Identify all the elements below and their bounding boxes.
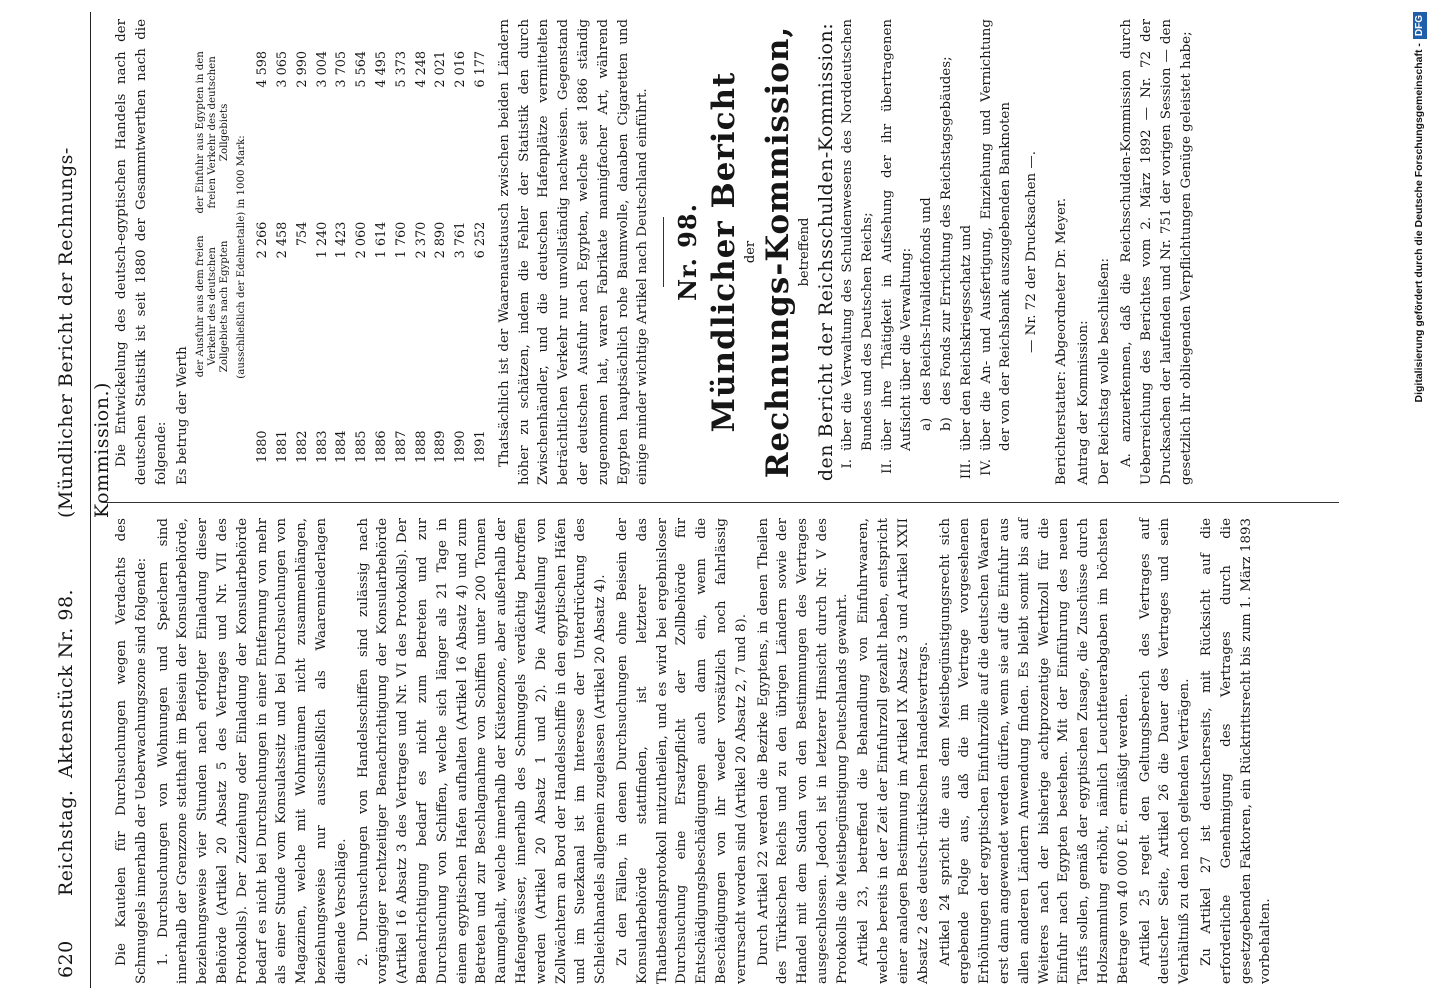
einfuhr-cell: 2 016 (453, 51, 469, 88)
item-label: III. (958, 459, 974, 480)
year-cell: 1887 (393, 430, 409, 463)
item-label: II. (879, 459, 895, 474)
einfuhr-cell: 3 004 (314, 51, 330, 88)
report-item (957, 19, 977, 485)
left-column (112, 518, 1278, 984)
header-rule (90, 12, 91, 988)
year-cell: 1889 (433, 430, 449, 463)
dfg-credit-text: Digitalisierung gefördert durch die Deutsche Forschungsgemeinschaft - (1413, 43, 1425, 403)
trade-intro: Die Entwickelung des deutsch-egyptischen Handels nach der deutschen Statistik ist seit 1880 der Gesammtwerthen nach die folgende: (114, 19, 169, 485)
report-subject: den Bericht der Reichsschulden-Kommission: (814, 22, 837, 482)
header-title: (Mündlicher Bericht der Rechnungs-Kommission.) (55, 147, 113, 518)
ausfuhr-cell: 2 060 (354, 221, 370, 259)
item-label: I. (839, 459, 855, 469)
ausfuhr-cell: 2 890 (433, 221, 449, 259)
year-cell: 1884 (334, 430, 350, 463)
einfuhr-header: der Einfuhr aus Egypten in den freien Verkehr des deutschen Zollgebiets (195, 51, 231, 214)
ausfuhr-cell: 2 266 (255, 221, 271, 259)
left-paragraph: Die Kautelen für Durchsuchungen wegen Verdachts des Schmuggels innerhalb der Ueberwachungszone sind folgende: (114, 518, 149, 984)
table-row (332, 47, 352, 467)
ausfuhr-cell: 1 614 (373, 221, 389, 259)
table-row (293, 47, 313, 467)
item-text: über den Reichskriegsschatz und (958, 224, 974, 451)
column-divider (104, 502, 1339, 503)
year-header (195, 395, 235, 467)
einfuhr-cell: 3 705 (334, 51, 350, 88)
table-row (431, 47, 451, 467)
document-page (20, 12, 1405, 988)
ausfuhr-cell: 3 761 (453, 221, 469, 259)
einfuhr-cell: 2 021 (433, 51, 449, 88)
year-cell: 1880 (255, 430, 271, 463)
item-text: über ihre Thätigkeit in Aufsehung der ihr übertragenen Aufsicht über die Verwaltung: (879, 19, 915, 451)
commission-name: Rechnungs-Kommission, (759, 25, 796, 479)
left-paragraph: 2. Durchsuchungen von Handelsschiffen sind zulässig nach vorgängiger rechtzeitiger Benachrichtigung der Konsularbehörde (Artikel 16 Absatz 3 des Vertrages und Nr. VI des Protokolls). Der Benachrichtigung bedarf es nicht zum Betreten und zur Durchsuchung von Schiffen, welche sich länger als 21 Tage in einem egyptischen Hafen aufhalten (Artikel 16 Absatz 4) und zum Betreten und zur Beschlagnahme von Schiffen unter 200 Tonnen Raumgehalt, welche innerhalb der Küstenzone, aber außerhalb der Hafengewässer, innerhalb des Schmuggels verdächtig betroffen werden (Artikel 20 Absatz 1 und 2). Die Aufstellung von Zollwächtern an Bord der Handelsschiffe in den egyptischen Häfen und im Suezkanal ist im Interesse der Unterdrückung des Schleichhandels allgemein zugelassen (Artikel 20 Absatz 4). (355, 518, 609, 984)
ausfuhr-header: der Ausfuhr aus dem freien Verkehr des deutschen Zollgebiets nach Egypten (195, 235, 231, 378)
item-text: über die Verwaltung des Schuldenwesens des Norddeutschen Bundes und des Deutschen Reichs; (839, 19, 875, 451)
trade-table-body (253, 47, 491, 467)
left-paragraph: Artikel 25 regelt den Geltungsbereich des Vertrages auf deutscher Seite, Artikel 26 die Dauer des Vertrages und sein Verhältniß zu den noch geltenden Verträgen. (1137, 518, 1193, 984)
left-paragraph: Artikel 23, betreffend die Behandlung von Einfuhrwaaren, welche bereits in der Zeit der Einfuhrzoll gezahlt haben, entspricht einer analogen Bestimmung im Artikel IX Absatz 3 und Artikel XXII Absatz 2 des deutsch-türkischen Handelsvertrags. (856, 518, 931, 984)
right-column (112, 19, 1198, 485)
table-row (392, 47, 412, 467)
left-paragraph: Zu den Fällen, in denen Durchsuchungen ohne Beisein der Konsularbehörde stattfinden, ist letzterer das Thatbestandsprotokoll mitzutheilen, und es wird bei ergebnisloser Durchsuchung eine Ersatzpflicht der Zollbehörde für Entschädigungsbeschädigungen auch dann ein, wenn die Beschädigungen von ihr weder vorsätzlich noch fahrlässig verursacht worden sind (Artikel 20 Absatz 2, 7 und 8). (614, 518, 749, 984)
subitem-text: des Reichs-Invalidenfonds und (919, 197, 935, 405)
year-cell: 1891 (472, 430, 488, 463)
header-aktenstueck: Aktenstück Nr. 98. (55, 588, 77, 778)
report-der: der (742, 240, 758, 264)
digitization-sidebar (1398, 0, 1432, 1000)
report-items (838, 19, 1016, 485)
table-row (412, 47, 432, 467)
subitem-text: des Fonds zur Errichtung des Reichstagsgebäudes; (938, 56, 954, 405)
einfuhr-cell: 5 373 (393, 51, 409, 88)
year-cell: 1886 (373, 430, 389, 463)
table-caption: Es betrug der Werth (175, 346, 191, 485)
table-row (253, 47, 273, 467)
antrag-resolution: Der Reichstag wolle beschließen: (1097, 257, 1113, 485)
page-header (48, 12, 113, 988)
page-number: 620 (55, 940, 77, 978)
table-row (352, 47, 372, 467)
report-item (977, 19, 1017, 485)
year-cell: 1883 (314, 430, 330, 463)
einfuhr-cell: 4 598 (255, 51, 271, 88)
year-cell: 1882 (294, 430, 310, 463)
report-item (878, 19, 918, 485)
ausfuhr-cell: 754 (294, 221, 310, 247)
report-betreffend: betreffend (796, 217, 812, 287)
subitem-label: a) (919, 417, 935, 431)
einfuhr-cell: 2 990 (294, 51, 310, 88)
left-paragraph: Zu Artikel 27 ist deutscherseits, mit Rücksicht auf die erforderliche Genehmigung des Vertrages durch die gesetzgebenden Faktoren, ein Rücktrittsrecht bis zum 1. März 1893 vorbehalten. (1199, 518, 1274, 984)
report-item (838, 19, 878, 485)
ausfuhr-cell: 1 423 (334, 221, 350, 259)
header-reichstag: Reichstag. (55, 789, 77, 896)
report-type: Mündlicher Bericht (705, 71, 742, 433)
dfg-credit (1402, 0, 1432, 1000)
einfuhr-cell: 4 495 (373, 51, 389, 88)
drucksachen-reference: — Nr. 72 der Drucksachen —. (1024, 150, 1040, 354)
left-paragraph: 1. Durchsuchungen von Wohnungen und Speichern sind innerhalb der Grenzzone statthaft im Beisein der Konsularbehörde, beziehungsweise vier Stunden nach erfolgter Einladung dieser Behörde (Artikel 20 Absatz 5 des Vertrages und Nr. VII des Protokolls). Der Zuziehung oder Einladung der Konsularbehörde bedarf es nicht bei Durchsuchungen in einer Entfernung von mehr als einer Stunde vom Konsulatssitz und bei Durchsuchungen von Magazinen, welche mit Wohnräumen nicht zusammenhängen, beziehungsweise nur ausschließlich als Waarenniederlagen dienende Verschläge. (155, 518, 349, 984)
report-subitem (937, 19, 957, 485)
antrag-point-a: A. anzuerkennen, daß die Reichsschulden-Kommission durch Ueberreichung des Berichtes vom 2. März 1892 — Nr. 72 der Drucksachen der laufenden und Nr. 751 der vorigen Session — den gesetzlich ihr obliegenden Verpflichtungen Genüge geleistet habe; (1119, 19, 1194, 485)
dfg-logo: DFG (1413, 12, 1427, 39)
left-paragraph: Durch Artikel 22 werden die Bezirke Egyptens, in denen Theilen des Türkischen Reichs und zu den übrigen Ländern sowie der Handel mit dem Sudan von den Bestimmungen des Vertrages ausgeschlossen. Jedoch ist in letzterer Hinsicht durch Nr. V des Protokolls die Meistbegünstigung Deutschlands gewahrt. (755, 518, 850, 984)
table-row (451, 47, 471, 467)
subitem-label: b) (938, 417, 954, 431)
ausfuhr-cell: 2 458 (274, 221, 290, 259)
year-cell: 1885 (354, 430, 370, 463)
table-row (471, 47, 491, 467)
table-row (313, 47, 333, 467)
report-subitem (917, 19, 937, 485)
table-row (372, 47, 392, 467)
year-cell: 1890 (453, 430, 469, 463)
einfuhr-cell: 5 564 (354, 51, 370, 88)
units-note: (ausschließlich der Edelmetalle) in 1000 Mark: (236, 135, 248, 379)
section-number: Nr. 98. (673, 203, 703, 301)
item-text: über die An- und Ausfertigung, Einziehung und Vernichtung der von der Reichsbank auszugebenden Banknoten (978, 19, 1014, 451)
ausfuhr-cell: 6 252 (472, 221, 488, 259)
ausfuhr-cell: 2 370 (413, 221, 429, 259)
ausfuhr-cell: 1 240 (314, 221, 330, 259)
section-separator (663, 217, 664, 287)
year-cell: 1888 (413, 430, 429, 463)
year-cell: 1881 (274, 430, 290, 463)
ausfuhr-cell: 1 760 (393, 221, 409, 259)
einfuhr-cell: 3 065 (274, 51, 290, 88)
item-label: IV. (978, 459, 994, 476)
antrag-heading: Antrag der Kommission: (1075, 320, 1091, 485)
einfuhr-cell: 6 177 (472, 51, 488, 88)
reporter: Berichterstatter: Abgeordneter Dr. Meyer. (1053, 197, 1069, 485)
trade-table (195, 47, 491, 467)
left-paragraph: Artikel 24 spricht die aus dem Meistbegünstigungsrecht sich ergebende Folge aus, daß die im Vertrage vorgesehenen Erhöhungen der egyptischen Einfuhrzölle auf die deutschen Waaren erst dann angewendet werden dürfen, wenn sie auf die Einfuhr aus allen anderen Ländern Anwendung finden. Es bleibt somit bis auf Weiteres nach der bisherige achtprozentige Werthzoll für die Einfuhr nach Egypten bestehen. Mit der Einführung des neuen Tarifs sollen, gemäß der egyptischen Zusage, die Zuschüsse durch Holzsammlung erhöht, nämlich Leuchtfeuerabgaben im höchsten Betrage von 40 000 £ E. ermäßigt werden. (937, 518, 1131, 984)
einfuhr-cell: 4 248 (413, 51, 429, 88)
trade-commentary: Thatsächlich ist der Waarenaustausch zwischen beiden Ländern höher zu schätzen, indem die Fehler der Statistik den durch Zwischenhändler, und die deutschen Hafenplätze vermittelten beträchtlichen Verkehr nur unvollständig nachweisen. Gegenstand der deutschen Ausfuhr nach Egypten, welche seit 1886 ständig zugenommen hat, waren Fabrikate mannigfacher Art, während Egypten hauptsächlich rohe Baumwolle, danaben Cigaretten und einige minder wichtige Artikel nach Deutschland einführt. (496, 19, 651, 485)
table-row (273, 47, 293, 467)
